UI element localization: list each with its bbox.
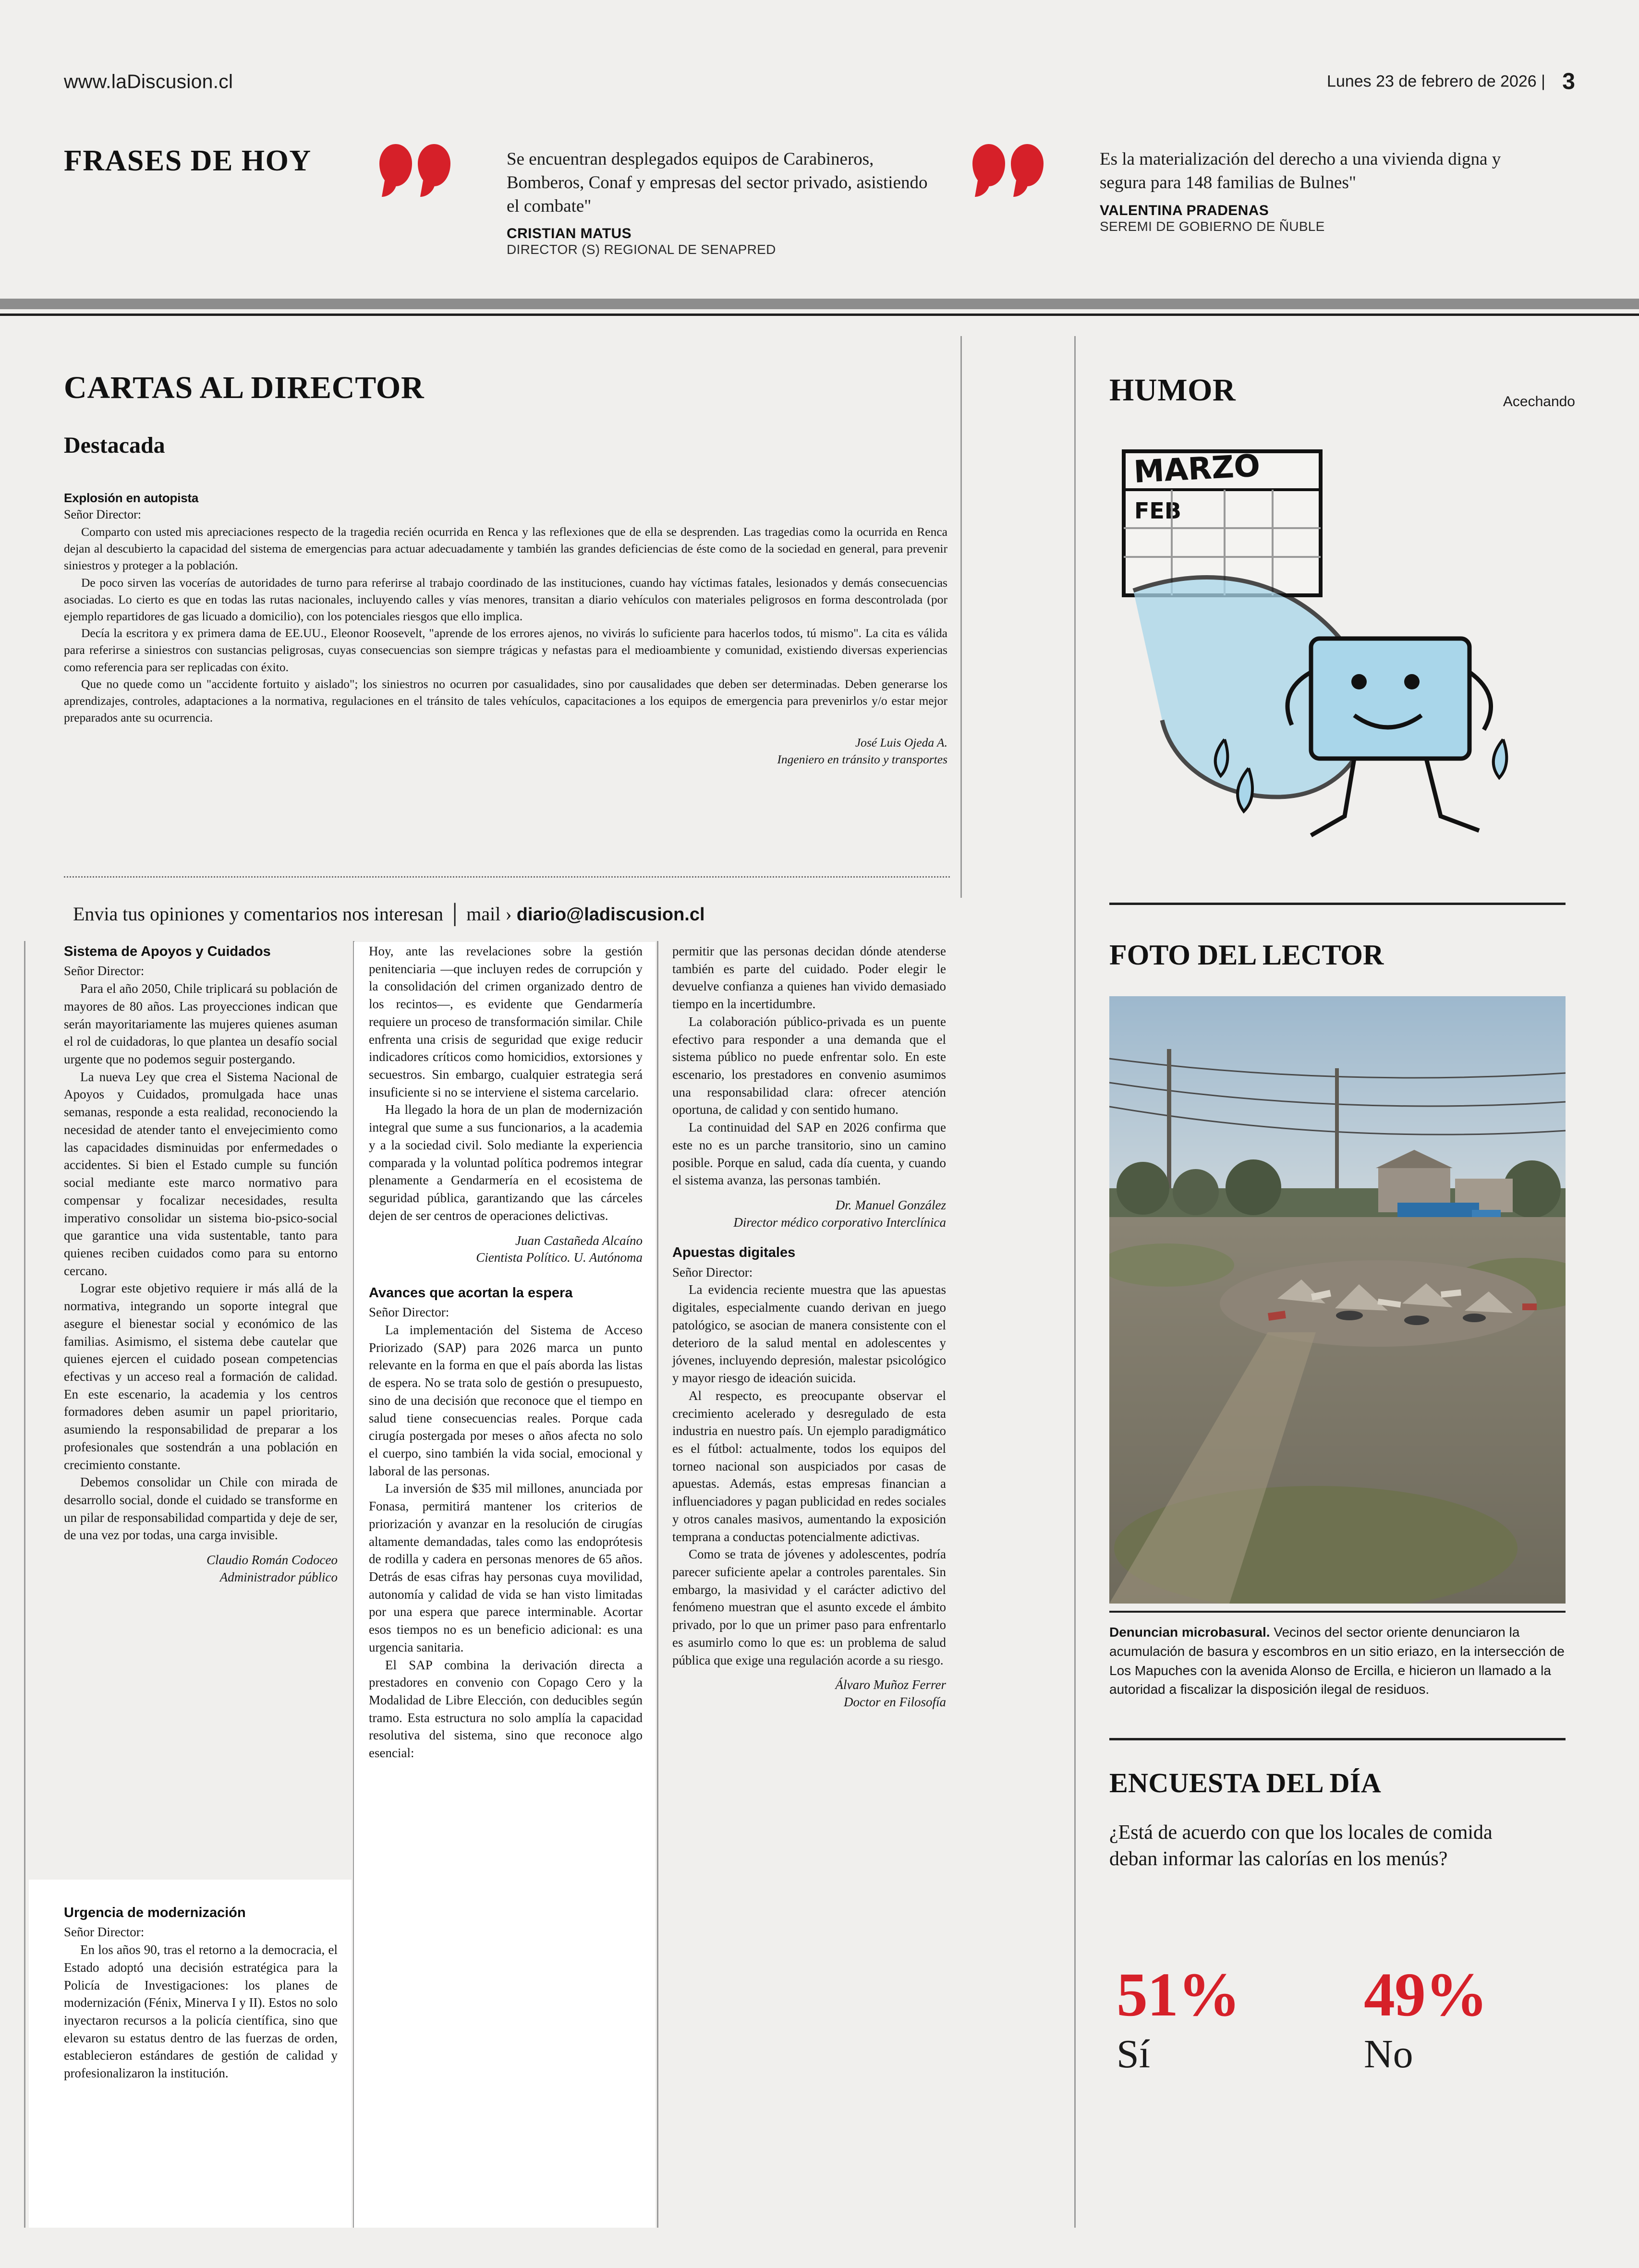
letter-column-1 — [64, 942, 338, 1586]
quote-mark-icon-2 — [972, 144, 1044, 182]
letter-column-1b — [64, 1904, 338, 2082]
letter-signature — [64, 1552, 338, 1586]
divider-black — [0, 314, 1639, 316]
letter-title: Apuestas digitales — [672, 1245, 796, 1261]
reader-photo — [1109, 996, 1566, 1604]
humor-title: HUMOR — [1109, 373, 1236, 408]
column-divider-right-rail — [1074, 336, 1076, 2228]
paragraph: Al respecto, es preocupante observar el crecimiento acelerado y desregulado de esta industria en nuestro país. Un ejemplo paradigmático es el fútbol: actualmente, todos los equipos del torneo nacional son auspiciados por casas de apuestas. Además, estas empresas financian a influenciadores y pagan publicidad en redes sociales y otros canales masivos, aumentando la exposición temprana a conductas potencialmente adictivas. — [672, 1388, 946, 1544]
letter-column-2 — [369, 942, 643, 1762]
rule-above-caption — [1109, 1611, 1566, 1613]
featured-letter-signature — [64, 735, 947, 768]
encuesta-no-label: No — [1364, 2032, 1413, 2076]
page-number: 3 — [1562, 69, 1575, 95]
quote-author-2: VALENTINA PRADENAS — [1100, 202, 1269, 218]
caption-lead: Denuncian microbasural. — [1109, 1625, 1270, 1640]
signature-name: Dr. Manuel González — [835, 1198, 946, 1213]
quote-author-1: CRISTIAN MATUS — [507, 226, 632, 242]
paragraph: Como se trata de jóvenes y adolescentes, podría parecer suficiente apelar a controles parentales. Sin embargo, la masividad y el carácter adictivo del fenómeno muestran que el asunto excede el ámbito privado, por lo que un primer paso para enfrentarlo es asumirlo como lo que es: un problema de salud pública que exige una regulación acorde a su riesgo. — [672, 1547, 946, 1667]
letter-salutation: Señor Director: — [369, 1305, 449, 1320]
column-divider-top — [960, 336, 962, 898]
signature-name: Juan Castañeda Alcaíno — [515, 1233, 643, 1248]
letter-signature — [672, 1197, 946, 1231]
encuesta-yes-label: Sí — [1117, 2032, 1151, 2076]
letter-title: Sistema de Apoyos y Cuidados — [64, 944, 271, 959]
featured-letter-body — [64, 523, 947, 768]
encuesta-title: ENCUESTA DEL DÍA — [1109, 1767, 1382, 1798]
invite-line — [73, 903, 705, 925]
humor-credit: Acechando — [1503, 394, 1575, 410]
dateline: Lunes 23 de febrero de 2026 | — [1327, 72, 1545, 91]
paragraph: Decía la escritora y ex primera dama de EE.UU., Eleonor Roosevelt, "aprende de los errores ajenos, no vivirás lo suficiente para hacerlos todos, tú mismo". La cita es válida para referirse a siniestros con sustancias peligrosas, cuyas consecuencias son siempre trágicas y nefastas para el medioambiente y comunidad, existiendo diversas experiencias como referencia para ser replicadas con éxito. — [64, 626, 947, 674]
cartoon-svg — [1105, 432, 1566, 864]
cartoon-text-marzo: MARZO — [1132, 448, 1261, 490]
encuesta-yes-percent: 51% — [1117, 1960, 1240, 2029]
paragraph: Lograr este objetivo requiere ir más allá de la normativa, integrando un soporte integral que asegure el bienestar social y económico de las familias. Asimismo, el sistema debe cautelar que quienes ejercen el cuidado posean competencias efectivas y un acceso real a formación de calidad. En este escenario, la academia y los centros formadores deben asumir un papel prioritario, asumiendo la responsabilidad de preparar a los profesionales que sostendrán a una población en crecimiento constante. — [64, 1281, 338, 1472]
paragraph: Hoy, ante las revelaciones sobre la gestión penitenciaria —que incluyen redes de corrupción y la consolidación del crimen organizado dentro de los recintos—, es evidente que Gendarmería requiere un proceso de transformación similar. Chile enfrenta una crisis de seguridad que exige reducir indicadores críticos como homicidios, extorsiones y secuestros. Sin embargo, cualquier estrategia será insuficiente si no se interviene el sistema carcelario. — [369, 944, 643, 1099]
paragraph: La evidencia reciente muestra que las apuestas digitales, especialmente cuando derivan en juego patológico, se asocian de manera consistente con el deterioro de la salud mental en adolescentes y jóvenes, incluyendo depresión, malestar psicológico y mayor riesgo de ideación suicida. — [672, 1282, 946, 1386]
encuesta-question: ¿Está de acuerdo con que los locales de comida deban informar las calorías en los menús? — [1109, 1822, 1493, 1870]
letter-salutation: Señor Director: — [672, 1265, 753, 1279]
signature-name: José Luis Ojeda A. — [855, 736, 947, 750]
paragraph: La colaboración público-privada es un puente efectivo para responder a una demanda que el sistema público no puede enfrentar solo. En este escenario, los prestadores en convenio asumimos una responsabilidad clara: ofrecer atención oportuna, de calidad y con sentido humano. — [672, 1014, 946, 1117]
featured-letter-salutation: Señor Director: — [64, 507, 142, 521]
quote-text-2: Es la materialización del derecho a una vivienda digna y segura para 148 familias de Bulnes" — [1100, 149, 1501, 193]
letter-title: Avances que acortan la espera — [369, 1285, 573, 1301]
quote-role-1: DIRECTOR (S) REGIONAL DE SENAPRED — [507, 242, 776, 257]
quote-block-1 — [507, 148, 939, 257]
signature-name: Claudio Román Codoceo — [206, 1553, 338, 1568]
letter-column-3 — [672, 942, 946, 1711]
featured-letter-title: Explosión en autopista — [64, 491, 199, 505]
masthead — [0, 0, 1639, 127]
signature-role: Ingeniero en tránsito y transportes — [777, 752, 947, 766]
cartoon-illustration — [1105, 432, 1566, 864]
cartas-al-director-title: CARTAS AL DIRECTOR — [64, 370, 425, 405]
signature-role: Cientista Político. U. Autónoma — [476, 1250, 643, 1265]
encuesta-no-percent: 49% — [1364, 1960, 1487, 2029]
letter-signature — [672, 1677, 946, 1711]
rule-above-foto — [1109, 903, 1566, 905]
column-divider-2 — [657, 941, 658, 2228]
caption-rest: Vecinos del sector oriente denunciaron la acumulación de basura y escombros en un sitio eriazo, en la intersección de Los Mapuches con la avenida Alonso de Ercilla, e hicieron un llamado a la autoridad a fiscalizar la disposición ilegal de residuos. — [1109, 1625, 1565, 1697]
signature-role: Administrador público — [219, 1569, 338, 1584]
divider-grey — [0, 299, 1639, 309]
quote-role-2: SEREMI DE GOBIERNO DE ÑUBLE — [1100, 218, 1325, 234]
frases-de-hoy-title: FRASES DE HOY — [64, 145, 312, 177]
paragraph: Ha llegado la hora de un plan de modernización integral que sume a sus funcionarios, a la academia y a la sociedad civil. Solo mediante la experiencia comparada y la voluntad política podremos integrar plenamente a Gendarmería en el ecosistema de seguridad pública, garantizando que las cárceles dejen de ser centros de operaciones delictivas. — [369, 1102, 643, 1223]
paragraph: Comparto con usted mis apreciaciones respecto de la tragedia recién ocurrida en Renca y las reflexiones que de ella se desprenden. Las tragedias como la ocurrida en Renca dejan al descubierto la capacidad del sistema de emergencias para actuar adecuadamente y también las grandes deficiencias de éste como de la sociedad en general, para prevenir siniestros y proteger a la población. — [64, 525, 947, 573]
paragraph: Para el año 2050, Chile triplicará su población de mayores de 80 años. Las proyecciones indican que serán mayoritariamente las mujeres quienes asuman el rol de cuidadoras, lo que plantea un desafío social urgente que no podemos seguir postergando. — [64, 981, 338, 1067]
paragraph: Que no quede como un "accidente fortuito y aislado"; los siniestros no ocurren por casualidades, sino por causalidades que deben ser determinadas. Deben generarse los aprendizajes, controles, adaptaciones a la normativa, regulaciones en el tránsito de tales vehículos, capacitaciones a los equipos de emergencia para prevenirlos y/o estar mejor preparados ante su ocurrencia. — [64, 676, 947, 725]
column-divider-left-edge — [24, 941, 25, 2228]
paragraph: En los años 90, tras el retorno a la democracia, el Estado adoptó una decisión estratégica para la Policía de Investigaciones: los planes de modernización (Fénix, Minerva I y II). Estos no solo inyectaron recursos a la policía científica, sino que elevaron su estatus dentro de las fuerzas de orden, establecieron estándares de gestión de calidad y profesionalizaron la institución. — [64, 1942, 338, 2081]
paragraph: La nueva Ley que crea el Sistema Nacional de Apoyos y Cuidados, promulgada hace unas semanas, responde a esta realidad, reconociendo la necesidad de atender tanto el envejecimiento como las capacidades disminuidas por enfermedades o accidentes. Si bien el Estado cumple su función social mediante este marco normativo para compensar y focalizar necesidades, resulta imperativo consolidar un sistema bio-psico-social que garantice una vida sustentable, tanto para quienes reciben cuidados como para su entorno cercano. — [64, 1069, 338, 1278]
featured-letter — [64, 491, 947, 522]
invite-text: Envia tus opiniones y comentarios nos interesan │ mail › — [73, 903, 512, 925]
reader-photo-svg — [1109, 996, 1566, 1604]
destacada-label: Destacada — [64, 433, 165, 458]
rule-above-encuesta — [1109, 1738, 1566, 1740]
paragraph: El SAP combina la derivación directa a prestadores en convenio con Copago Cero y la Modalidad de Libre Elección, con deducibles según tramo. Esta estructura no solo amplía la capacidad resolutiva del sistema, sino que reconoce algo esencial: — [369, 1657, 643, 1761]
invite-email[interactable]: diario@ladiscusion.cl — [516, 905, 705, 925]
site-url[interactable]: www.laDiscusion.cl — [64, 70, 233, 93]
paragraph: Debemos consolidar un Chile con mirada de desarrollo social, donde el cuidado se transforme en un pilar de responsabilidad compartida y deje de ser, de una vez por todas, una carga invisible. — [64, 1475, 338, 1543]
paragraph: La inversión de $35 mil millones, anunciada por Fonasa, permitirá mantener los criterios de priorización y avanzar en la resolución de cirugías altamente demandadas, tales como las endoprótesis de rodilla y cadera en personas menores de 65 años. Detrás de esas cifras hay personas cuya movilidad, autonomía y calidad de vida se han visto limitadas por una espera que parece interminable. Acortar esos tiempos no es un beneficio adicional: es una urgencia sanitaria. — [369, 1481, 643, 1654]
quote-block-2 — [1100, 148, 1532, 234]
dotted-divider — [64, 876, 950, 878]
quote-mark-icon-1 — [379, 144, 451, 182]
paragraph: La implementación del Sistema de Acceso Priorizado (SAP) para 2026 marca un punto relevante en la forma en que el país aborda las listas de espera. No se trata solo de gestión o presupuesto, sino de una decisión que reconoce que el tiempo en salud tiene consecuencias reales. Porque cada cirugía postergada por meses o años afecta no solo el cuerpo, sino también la vida social, emocional y laboral de las personas. — [369, 1322, 643, 1478]
signature-role: Director médico corporativo Interclínica — [733, 1215, 946, 1230]
letter-title: Urgencia de modernización — [64, 1905, 246, 1920]
cartoon-text-feb: FEB — [1134, 498, 1181, 524]
letter-salutation: Señor Director: — [64, 964, 145, 978]
signature-name: Álvaro Muñoz Ferrer — [835, 1677, 946, 1692]
letter-signature — [369, 1232, 643, 1267]
photo-caption — [1109, 1623, 1566, 1699]
letter-salutation: Señor Director: — [64, 1925, 145, 1940]
signature-role: Doctor en Filosofía — [844, 1694, 946, 1709]
quote-text-1: Se encuentran desplegados equipos de Carabineros, Bomberos, Conaf y empresas del sector privado, asistiendo el combate" — [507, 149, 928, 216]
paragraph: La continuidad del SAP en 2026 confirma que este no es un parche transitorio, sino un camino posible. Porque en salud, cada día cuenta, y cuando el sistema avanza, las personas también. — [672, 1120, 946, 1188]
paragraph: permitir que las personas decidan dónde atenderse también es parte del cuidado. Poder elegir le devuelve confianza a quienes han vivido demasiado tiempo en la incertidumbre. — [672, 944, 946, 1012]
foto-del-lector-title: FOTO DEL LECTOR — [1109, 939, 1384, 971]
paragraph: De poco sirven las vocerías de autoridades de turno para referirse al trabajo coordinado de las instituciones, cuando hay víctimas fatales, lesionados y demás consecuencias asociadas. Lo cierto es que en todas las rutas nacionales, incluyendo calles y vías menores, transitan a diario vehículos con materiales peligrosos en forma descontrolada (por ejemplo repartidores de gas licuado a domicilio), con los potenciales riesgos que ello implica. — [64, 575, 947, 623]
